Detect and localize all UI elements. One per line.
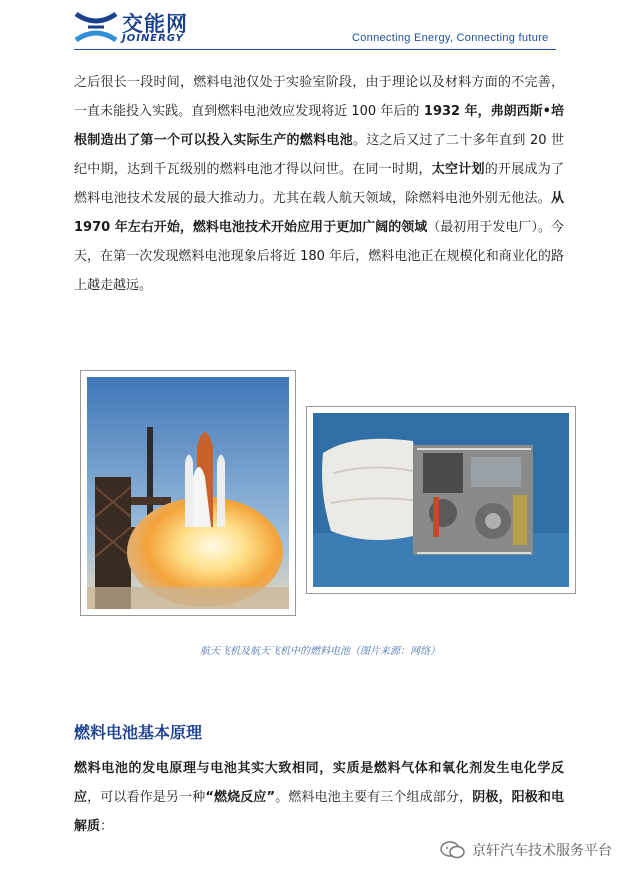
text-run: 。燃料电池主要有三个组成部分， [275,790,473,805]
wechat-watermark [440,838,612,862]
watermark-text: 京轩汽车技术服务平台 [472,843,612,859]
bold-run: 从 1970 年左右开始，燃料电池技术开始应用于更加广阔的领域 [74,191,564,235]
bold-run: 1932 年，弗朗西斯•培根制造出了第一个可以投入实际生产的燃料电池 [74,104,564,148]
wechat-icon [440,841,466,859]
history-paragraph [74,68,564,300]
figure-caption: 航天飞机及航天飞机中的燃料电池（图片来源：网络） [200,646,440,657]
bold-run: 燃料电池的发电原理与电池其实大致相同，实质是燃料气体和氧化剂发生电化学反应 [74,761,564,805]
joinergy-logo-icon [74,10,118,44]
header-tagline: Connecting Energy, Connecting future [352,32,549,44]
section-heading: 燃料电池基本原理 [74,723,203,742]
text-run: （最初用于发电厂）。今天，在第一次发现燃料电池现象后将近 180 年后，燃料电池正在规模化和商业化的路上越走越远。 [74,220,564,293]
text-run: 。这之后又过了二十多年直到 20 世纪中期，达到千瓦级别的燃料电池才得以问世。在同一时期， [74,133,564,177]
principle-paragraph [74,754,564,841]
bold-run: 阴极，阳极和电解质 [74,790,564,834]
text-run: 之后很长一段时间，燃料电池仅处于实验室阶段，由于理论以及材料方面的不完善，一直未能投入实践。直到燃料电池效应发现将近 100 年后的 [74,75,564,119]
text-run: ，可以看作是另一种 [87,790,206,805]
text-run: 的开展成为了燃料电池技术发展的最大推动力。尤其在载人航天领域，除燃料电池外别无他法。 [74,162,564,206]
text-run: ： [100,819,114,834]
space-shuttle-launch-photo [80,370,296,616]
header-divider [74,49,556,50]
brand-name-cn: 交能网 [122,12,188,36]
page-header [0,0,640,54]
brand-name-en: JOINERGY [122,33,184,44]
fuel-cell-photo [306,406,576,594]
bold-run: 太空计划 [431,162,485,177]
bold-run: “燃烧反应” [205,790,276,805]
